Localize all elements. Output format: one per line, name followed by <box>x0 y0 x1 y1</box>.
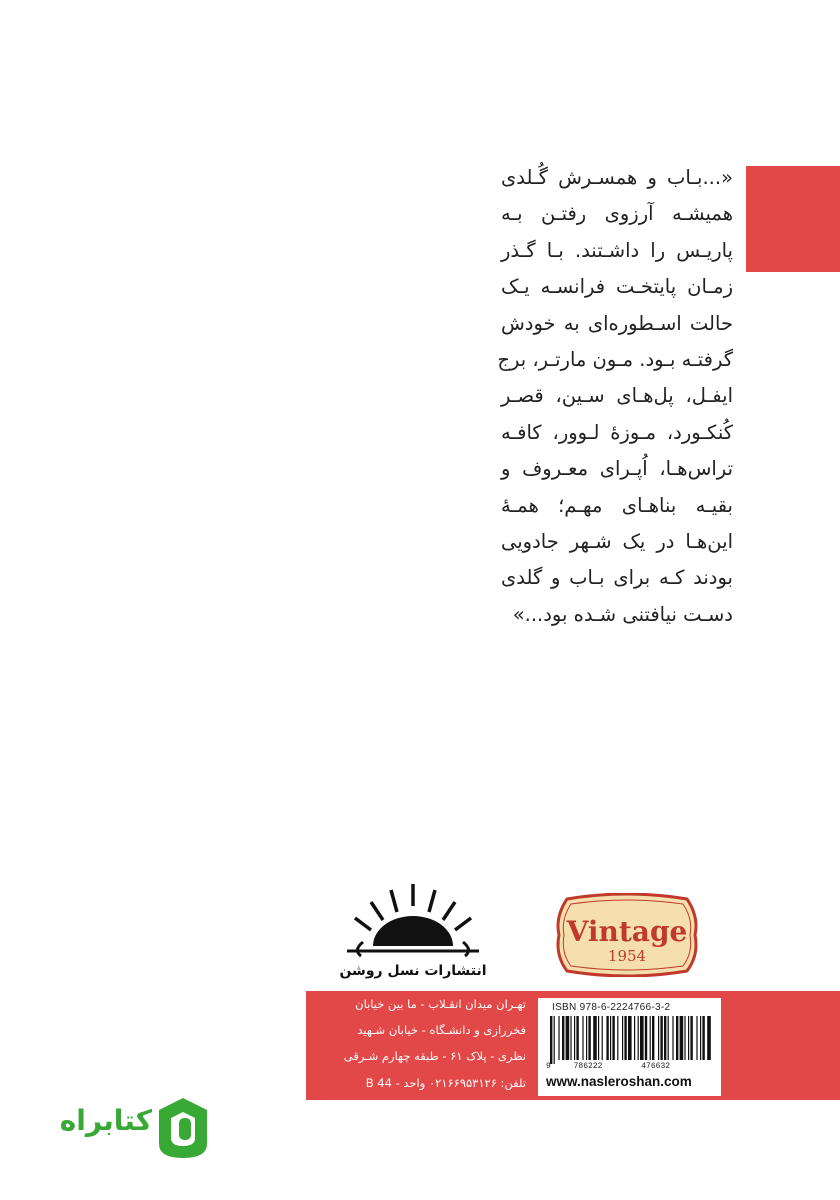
barcode-bar <box>593 1016 597 1060</box>
quote-line: تراس‌هـا، اُپـرای معـروف و <box>501 457 733 481</box>
quote-line: دسـت نیافتنی شـده بود...» <box>512 602 733 626</box>
quote-line: پاریـس را داشـتند. بـا گـذر <box>501 238 733 262</box>
barcode-bar <box>664 1016 666 1060</box>
barcode-bar <box>624 1016 626 1060</box>
vintage-word: Vintage <box>566 915 688 948</box>
barcode-bar <box>680 1016 684 1060</box>
address-line: تهـران میدان انقـلاب - ما بین خیابان <box>355 997 526 1011</box>
barcode-bar <box>668 1016 669 1060</box>
publisher-logo <box>333 880 493 985</box>
barcode-bar <box>638 1016 639 1060</box>
quote-line: زمـان پایتخـت فرانسـه یـک <box>501 275 733 299</box>
publisher-website[interactable]: www.nasleroshan.com <box>546 1074 692 1089</box>
quote-line: «...بـاب و همسـرش گُـلدی <box>501 166 733 189</box>
sunrise-icon <box>333 880 493 962</box>
quote-line: کُنکـورد، مـوزۀ لـوور، کافـه <box>501 420 733 444</box>
barcode-digit-lead: 9 <box>546 1062 551 1071</box>
barcode-bar <box>602 1016 603 1060</box>
quote-line: این‌هـا در یک شـهر جادویی <box>501 530 733 554</box>
barcode-bar <box>588 1016 590 1060</box>
barcode-bar <box>690 1016 692 1060</box>
barcode-bar <box>570 1016 571 1060</box>
barcode-bar <box>700 1016 701 1060</box>
barcode-bar <box>606 1016 608 1060</box>
quote-line: بودند کـه برای بـاب و گلدی <box>501 566 733 590</box>
barcode-bar <box>660 1016 662 1060</box>
barcode-bar <box>598 1016 599 1060</box>
barcode-bar <box>634 1016 635 1060</box>
barcode-bar <box>688 1016 689 1060</box>
barcode-bar <box>550 1016 552 1064</box>
quote-line: گرفتـه بـود. مـون مارتـر، برج <box>497 348 733 372</box>
barcode-bar <box>645 1016 647 1060</box>
vintage-year: 1954 <box>607 947 647 965</box>
barcode-bar <box>574 1016 575 1060</box>
barcode-bar <box>612 1016 614 1060</box>
barcode-bar <box>707 1016 711 1060</box>
barcode-bar <box>554 1016 555 1064</box>
barcode-bar <box>672 1016 673 1060</box>
back-cover-quote <box>497 160 733 633</box>
publisher-name: انتشارات نسل روشن <box>339 963 487 979</box>
barcode-digits-right: 476632 <box>641 1062 671 1071</box>
barcode-bar <box>702 1016 704 1060</box>
address-line: فخررازی و دانشـگاه - خیابان شـهید <box>357 1023 526 1037</box>
barcode-bar <box>652 1016 654 1060</box>
barcode-image <box>548 1016 713 1064</box>
barcode-bar <box>586 1016 587 1060</box>
barcode-bar <box>558 1016 559 1060</box>
quote-line: ایفـل، پل‌هـای سـین، قصـر <box>501 384 733 408</box>
barcode-bar <box>582 1016 583 1060</box>
isbn-number: ISBN 978-6-2224766-3-2 <box>552 1002 671 1013</box>
barcode-bar <box>576 1016 578 1060</box>
barcode-bar <box>610 1016 611 1060</box>
red-accent-tab <box>746 166 840 272</box>
quote-line: همیشـه آرزوی رفتـن بـه <box>501 202 733 226</box>
quote-line: بقیـه بناهـای مهـم؛ همـۀ <box>501 493 733 517</box>
barcode-bar <box>658 1016 659 1060</box>
barcode-bar <box>562 1016 564 1060</box>
publisher-address <box>306 991 534 1100</box>
ketabrah-logo-icon <box>153 1092 213 1162</box>
barcode-bar <box>696 1016 697 1060</box>
barcode-bar <box>640 1016 644 1060</box>
barcode-bar <box>628 1016 632 1060</box>
address-line: نظری - پلاک ۶۱ - طبقه چهارم شـرقی <box>343 1049 526 1063</box>
ketabrah-wordmark: کتابراه <box>59 1104 152 1137</box>
ketabrah-watermark <box>40 1092 210 1162</box>
isbn-block <box>538 998 721 1096</box>
barcode-bar <box>650 1016 651 1060</box>
barcode-bar <box>676 1016 678 1060</box>
barcode-bar <box>622 1016 623 1060</box>
phone-line: تلفن: ۰۲۱۶۶۹۵۳۱۲۶ واحد - B 44 <box>365 1076 526 1090</box>
barcode-bar <box>617 1016 618 1060</box>
barcode-digits-left: 786222 <box>573 1062 603 1071</box>
barcode-bar <box>566 1016 570 1060</box>
barcode-digits <box>546 1062 716 1071</box>
quote-line: حالت اسـطوره‌ای به خودش <box>501 311 733 335</box>
barcode-bar <box>684 1016 685 1060</box>
vintage-series-logo <box>553 893 701 977</box>
